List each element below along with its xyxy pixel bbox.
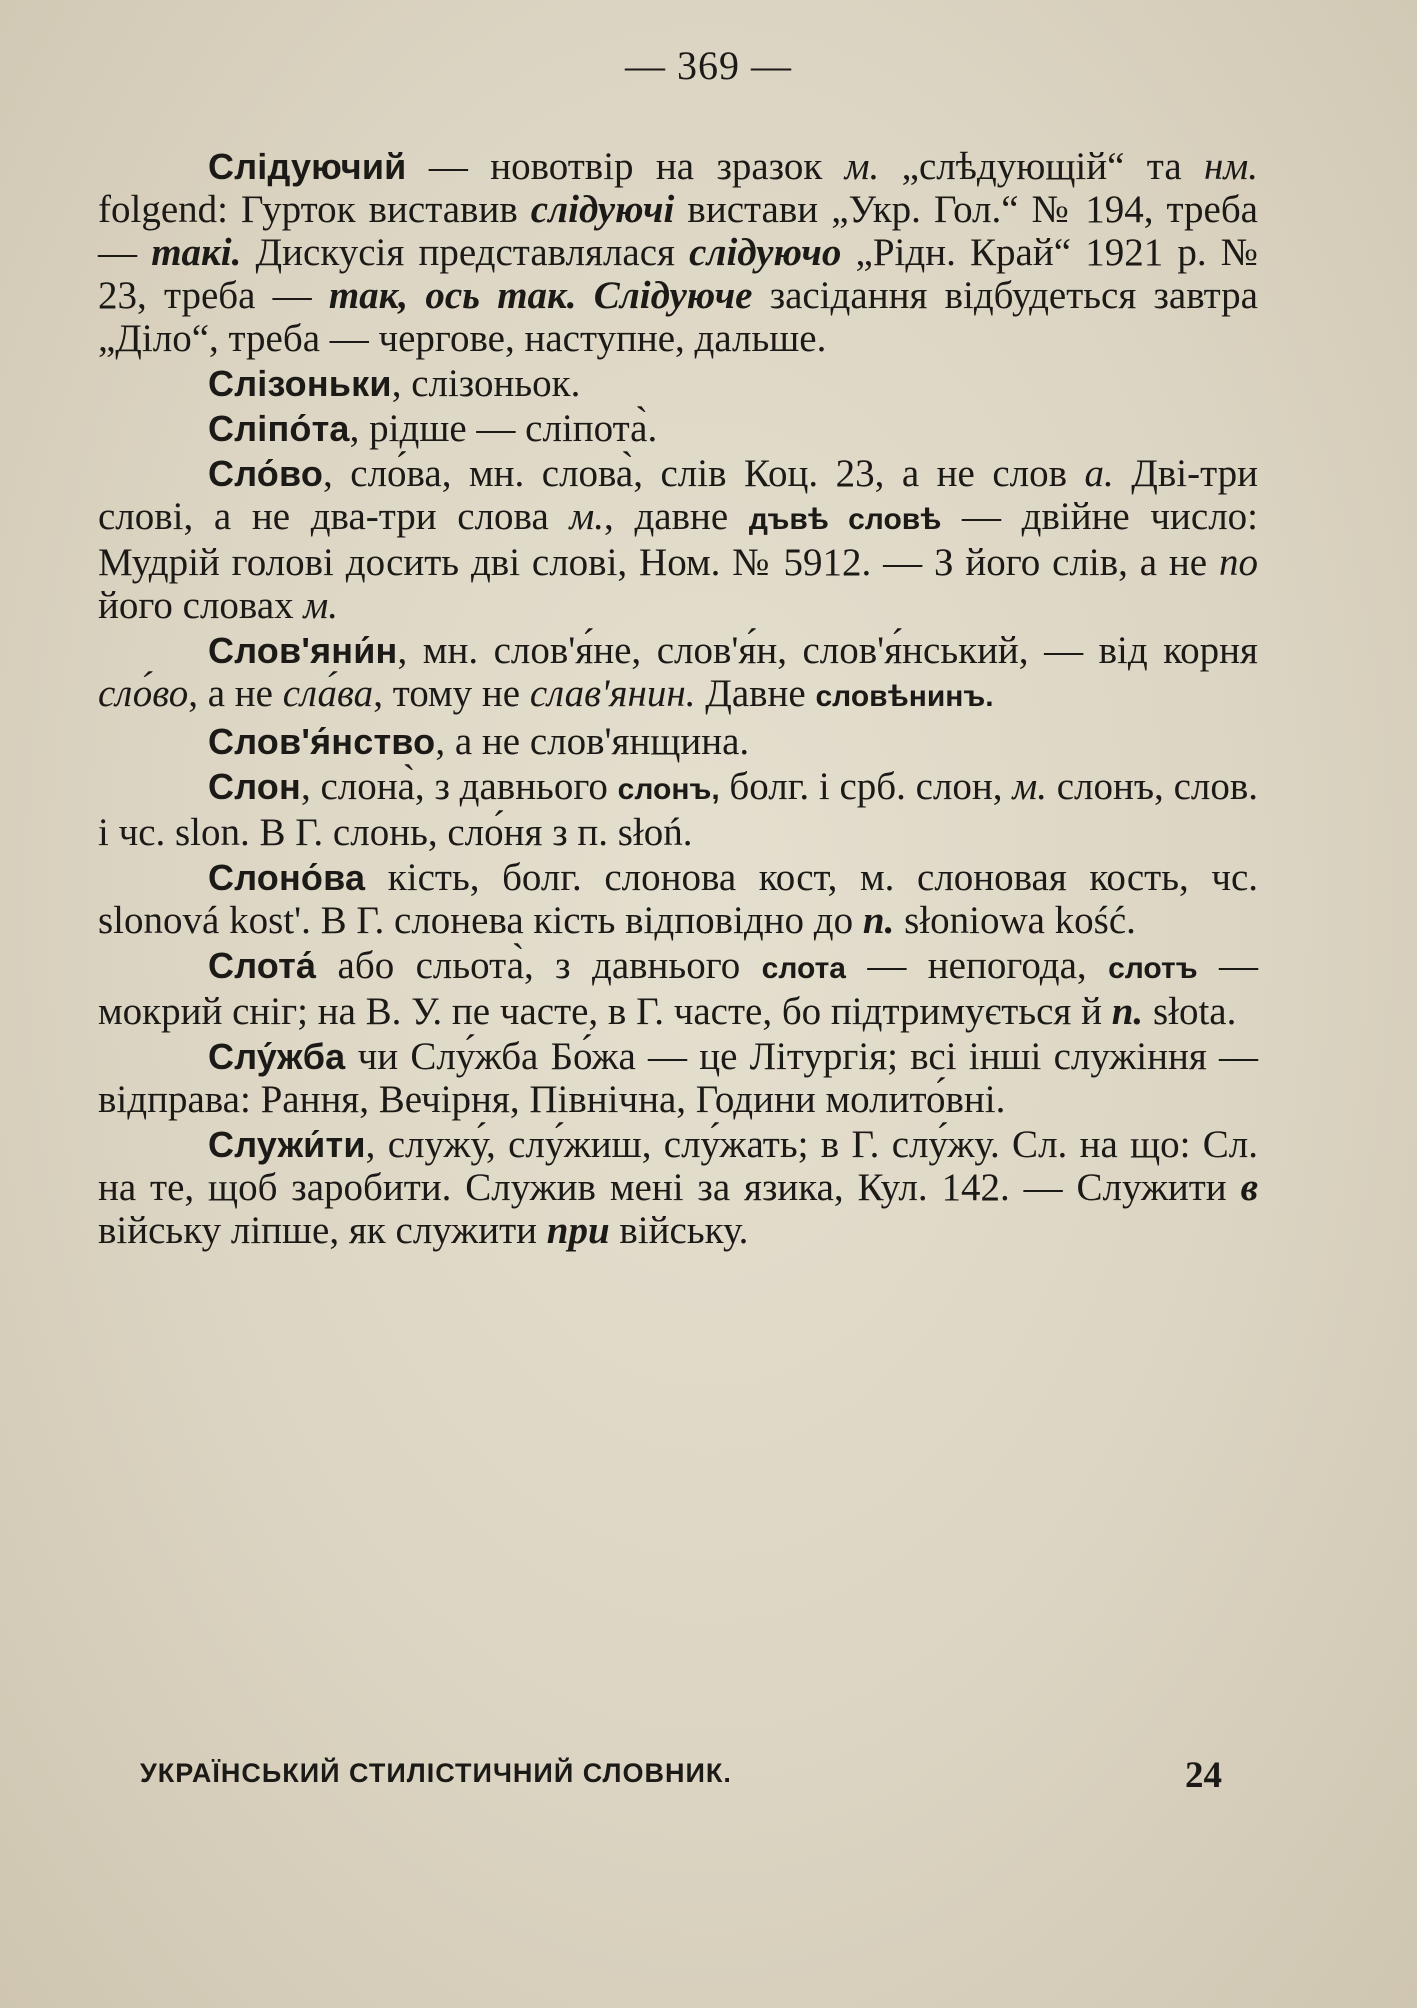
entry-headword: Слов'я́нство xyxy=(208,721,436,762)
dictionary-entry xyxy=(98,452,1258,627)
entry-text: кість, болг. слонова кост, м. слоновая кость, чс. slonová kost'. В Г. слонева кість відповідно до xyxy=(98,856,1258,942)
entry-emphasis: п. xyxy=(862,899,895,942)
dictionary-entry xyxy=(98,720,1258,763)
dictionary-entry xyxy=(98,856,1258,942)
entry-text: , слона̀, з давнього xyxy=(300,765,618,808)
entry-text: , сло́ва, мн. слова̀, слів Коц. 23, а не слов xyxy=(323,452,1085,495)
entry-text: або сльота̀, з давнього xyxy=(316,944,762,987)
entry-text: , а не xyxy=(188,672,283,715)
entry-text: , а не слов'янщина. xyxy=(435,720,750,763)
entry-emphasis: по xyxy=(1219,541,1258,584)
entry-emphasis: м. xyxy=(569,495,605,538)
dictionary-entry xyxy=(98,1035,1258,1121)
entry-text: його словах xyxy=(98,584,304,627)
entry-headword: Сліпо́та xyxy=(208,408,350,449)
entry-headword: Слон xyxy=(208,766,301,807)
entry-emphasis: сло́во xyxy=(98,672,189,715)
entry-emphasis: слав'янин. xyxy=(529,672,696,715)
entry-emphasis: м. xyxy=(844,145,880,188)
dictionary-entry xyxy=(98,407,1258,450)
entry-text: , давне xyxy=(604,495,749,538)
church-slavonic-form: слонъ, xyxy=(617,773,720,806)
dictionary-body xyxy=(98,145,1258,1254)
dictionary-entry xyxy=(98,765,1258,854)
entry-text: „слѣдующій“ та xyxy=(879,145,1204,188)
entry-text: війську ліпше, як служити xyxy=(98,1209,547,1252)
entry-emphasis: в xyxy=(1240,1166,1258,1209)
entry-emphasis: а. xyxy=(1084,452,1114,495)
entry-text: słoniowa kość. xyxy=(894,899,1136,942)
page-footer xyxy=(140,1755,1240,1808)
entry-text: , рідше — сліпота̀. xyxy=(349,407,658,450)
entry-text: — мокрий сніг; на В. У. пе часте, в Г. часте, бо підтримується й xyxy=(98,944,1258,1033)
church-slavonic-form: словѣнинъ. xyxy=(815,680,994,713)
dictionary-entry xyxy=(98,1123,1258,1252)
entry-text: вистави „Укр. Гол.“ № 194, треба — xyxy=(98,188,1258,274)
entry-headword: Слоно́ва xyxy=(208,857,366,898)
entry-headword: Слов'яни́н xyxy=(208,630,398,671)
entry-text: „Рідн. Край“ 1921 р. № 23, треба — xyxy=(98,231,1259,317)
church-slavonic-form: слота xyxy=(761,952,846,985)
entry-headword: Слу́жба xyxy=(208,1036,346,1077)
entry-text: , мн. слов'я́не, слов'я́н, слов'я́нський, — від корня xyxy=(397,629,1258,672)
entry-headword: Служи́ти xyxy=(208,1124,366,1165)
entry-headword: Слідуючий xyxy=(208,146,407,187)
entry-text: Дискусія представлялася xyxy=(241,231,690,274)
entry-text: засідання відбудеться завтра „Діло“, треба — чергове, наступне, дальше. xyxy=(98,274,1258,360)
entry-text: — новотвір на зразок xyxy=(406,145,845,188)
entry-emphasis: п. xyxy=(1111,990,1144,1033)
entry-headword: Сло́во xyxy=(208,453,324,494)
entry-emphasis: так, ось так. Слідуюче xyxy=(328,274,753,317)
dictionary-entry xyxy=(98,145,1258,360)
entry-text: болг. і срб. слон, xyxy=(719,765,1013,808)
entry-text: війську. xyxy=(609,1209,749,1252)
entry-text: , служу́, слу́жиш, слу́жать; в Г. слу́жу. Сл. на що: Сл. на те, щоб заробити. Служив мені за язика, Кул. 142. — Служити xyxy=(98,1123,1258,1209)
entry-headword: Слізоньки xyxy=(208,363,392,404)
page-number: — 369 — xyxy=(625,43,792,88)
entry-headword: Слота́ xyxy=(208,945,317,986)
entry-text: Давне xyxy=(695,672,816,715)
entry-emphasis: м. xyxy=(1012,765,1047,808)
entry-emphasis: слідуючо xyxy=(689,231,842,274)
entry-text: folgend: Гурток виставив xyxy=(98,188,531,231)
entry-emphasis: такі. xyxy=(151,231,242,274)
church-slavonic-form: слотъ xyxy=(1108,952,1198,985)
entry-text: , тому не xyxy=(373,672,530,715)
entry-text: — непогода, xyxy=(845,944,1109,987)
entry-emphasis: слідуючі xyxy=(530,188,675,231)
entry-emphasis: сла́ва xyxy=(282,672,374,715)
entry-text: słota. xyxy=(1143,990,1237,1033)
book-title: УКРАЇНСЬКИЙ СТИЛІСТИЧНИЙ СЛОВНИК. xyxy=(140,1758,732,1788)
dictionary-entry xyxy=(98,629,1258,718)
church-slavonic-form: дъвѣ словѣ xyxy=(748,503,942,536)
dictionary-entry xyxy=(98,362,1258,405)
dictionary-entry xyxy=(98,944,1258,1033)
entry-emphasis: нм. xyxy=(1204,145,1258,188)
entry-text: слонъ, слов. і чс. slon. В Г. слонь, сло́ня з п. słoń. xyxy=(98,765,1259,854)
entry-text: Дві-три слові, а не два-три слова xyxy=(98,452,1258,538)
entry-emphasis: м. xyxy=(303,584,339,627)
entry-text: чи Слу́жба Бо́жа — це Літургія; всі інші служіння — відправа: Рання, Вечірня, Північна, Години молито́вні. xyxy=(98,1035,1258,1121)
entry-text: — двійне число: Мудрій голові досить дві слові, Ном. № 5912. — З його слів, а не xyxy=(98,495,1258,584)
entry-emphasis: при xyxy=(546,1209,610,1252)
signature-mark: 24 xyxy=(1185,1755,1222,1796)
entry-text: , слізоньок. xyxy=(391,362,581,405)
